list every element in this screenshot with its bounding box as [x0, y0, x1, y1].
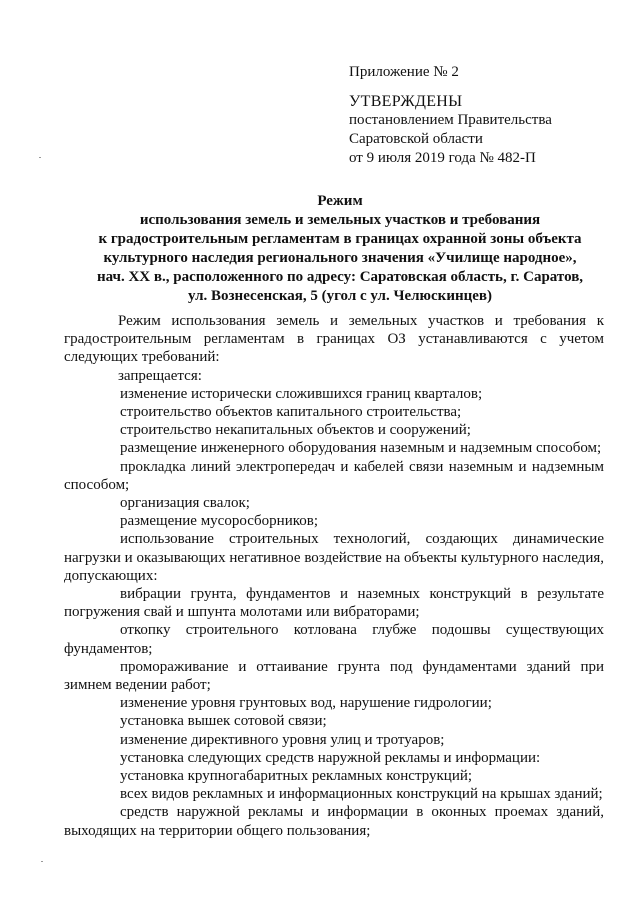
document-title [60, 192, 620, 306]
list-item: промораживание и оттаивание грунта под фундаментами зданий при зимнем ведении работ; [64, 658, 604, 694]
title-line-1: Режим [317, 193, 363, 209]
title-line-4: культурного наследия регионального значения «Училище народное», [103, 250, 577, 266]
prohibited-heading: запрещается: [118, 367, 202, 384]
title-line-5: нач. XX в., расположенного по адресу: Саратовская область, г. Саратов, [96, 269, 584, 285]
list-item: строительство объектов капитального строительства; [120, 404, 462, 421]
document-body [64, 312, 604, 840]
list-item: откопку строительного котлована глубже подошвы существующих фундаментов; [64, 622, 604, 657]
approval-line-1: постановлением Правительства [349, 112, 552, 128]
list-item: вибрации грунта, фундаментов и наземных конструкций в результате погружения свай и шпунта молотами или вибраторами; [64, 586, 604, 621]
title-line-3: к градостроительным регламентам в границах охранной зоны объекта [98, 231, 582, 247]
scan-speck [41, 861, 43, 862]
list-item: использование строительных технологий, создающих динамические нагрузки и оказывающих негативное воздействие на объекты культурного наследия, допускающих: [64, 531, 604, 584]
approval-line-3: от 9 июля 2019 года № 482-П [349, 150, 536, 166]
list-item: установка следующих средств наружной рекламы и информации: [120, 749, 541, 766]
list-item: установка крупногабаритных рекламных конструкций; [120, 768, 473, 785]
list-item: размещение мусоросборников; [120, 513, 319, 530]
list-item: размещение инженерного оборудования наземным и надземным способом; [120, 440, 602, 457]
list-item: всех видов рекламных и информационных конструкций на крышах зданий; [120, 786, 603, 803]
approval-line-2: Саратовской области [349, 131, 483, 147]
list-item: средств наружной рекламы и информации в оконных проемах зданий, выходящих на территории общего пользования; [64, 804, 604, 839]
approval-block [349, 92, 552, 168]
list-item: строительство некапитальных объектов и сооружений; [120, 422, 471, 439]
approved-heading: УТВЕРЖДЕНЫ [349, 93, 463, 110]
title-line-6: ул. Вознесенская, 5 (угол с ул. Челюскинцев) [187, 288, 492, 304]
list-item: установка вышек сотовой связи; [120, 713, 327, 730]
list-item: прокладка линий электропередач и кабелей связи наземным и надземным способом; [64, 458, 604, 493]
intro-paragraph: Режим использования земель и земельных участков и требования к градостроительным регламентам в границах ОЗ устанавливаются с учетом следующих требований: [64, 313, 604, 366]
appendix-label: Приложение № 2 [349, 64, 459, 80]
list-item: изменение директивного уровня улиц и тротуаров; [120, 731, 445, 748]
title-line-2: использования земель и земельных участков и требования [139, 212, 541, 228]
list-item: изменение уровня грунтовых вод, нарушение гидрологии; [120, 695, 492, 712]
list-item: изменение исторически сложившихся границ кварталов; [120, 385, 483, 402]
list-item: организация свалок; [120, 495, 250, 512]
scan-speck [39, 157, 41, 158]
